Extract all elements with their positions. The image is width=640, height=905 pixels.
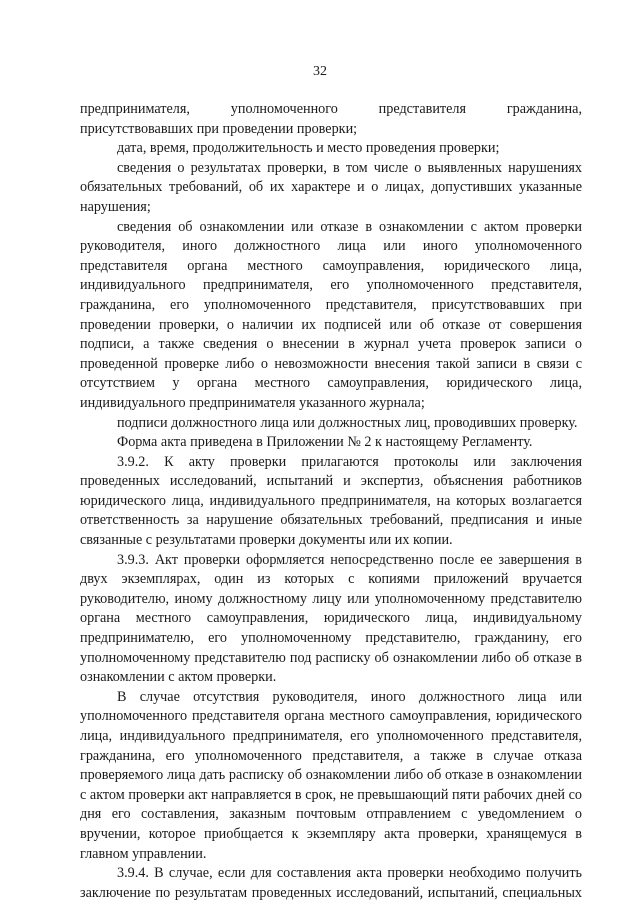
paragraph: подписи должностного лица или должностных лиц, проводивших проверку. [117,414,578,431]
paragraph: сведения об ознакомлении или отказе в ознакомлении с актом проверки руководителя, иного должностного лица или иного уполномоченного представителя органа местного самоуправления, юридического лица, индивидуального предпринимателя, его уполномоченного представителя, гражданина, его уполномоченного представителя, присутствовавших при проведении проверки, о наличии их подписей или об отказе от совершения подписи, а также сведения о внесении в журнал учета проверок записи о проведенной проверке либо о невозможности внесения такой записи в связи с отсутствием у органа местного самоуправления, юридического лица, индивидуального предпринимателя указанного журнала; [80,218,582,411]
document-body [80,100,582,903]
paragraph: предпринимателя, уполномоченного представителя гражданина, присутствовавших при проведении проверки; [80,101,582,137]
paragraph: 3.9.2. К акту проверки прилагаются протоколы или заключения проведенных исследований, испытаний и экспертиз, объяснения работников юридического лица, индивидуального предпринимателя, на которых возлагается ответственность за нарушение обязательных требований, предписания и иные связанные с результатами проверки документы или их копии. [80,453,582,549]
paragraph: Форма акта приведена в Приложении № 2 к настоящему Регламенту. [117,434,533,451]
paragraph: 3.9.4. В случае, если для составления акта проверки необходимо получить заключение по результатам проведенных исследований, испытаний, специальных [80,865,582,901]
paragraph: дата, время, продолжительность и место проведения проверки; [117,140,500,157]
paragraph: В случае отсутствия руководителя, иного должностного лица или уполномоченного представителя органа местного самоуправления, юридического лица, индивидуального предпринимателя, его уполномоченного представителя, гражданина, его уполномоченного представителя, а также в случае отказа проверяемого лица дать расписку об ознакомлении либо об отказе в ознакомлении с актом проверки акт направляется в срок, не превышающий пяти рабочих дней со дня его составления, заказным почтовым отправлением с уведомлением о вручении, которое приобщается к экземпляру акта проверки, хранящемуся в главном управлении. [80,688,582,862]
page-number: 32 [313,64,327,79]
paragraph: сведения о результатах проверки, в том числе о выявленных нарушениях обязательных требований, об их характере и о лицах, допустивших указанные нарушения; [80,159,582,215]
paragraph: 3.9.3. Акт проверки оформляется непосредственно после ее завершения в двух экземплярах, один из которых с копиями приложений вручается руководителю, иному должностному лицу или уполномоченному представителю органа местного самоуправления, юридического лица, индивидуальному предпринимателю, его уполномоченному представителю, гражданину, его уполномоченному представителю под расписку об ознакомлении либо об отказе в ознакомлении с актом проверки. [80,551,582,686]
